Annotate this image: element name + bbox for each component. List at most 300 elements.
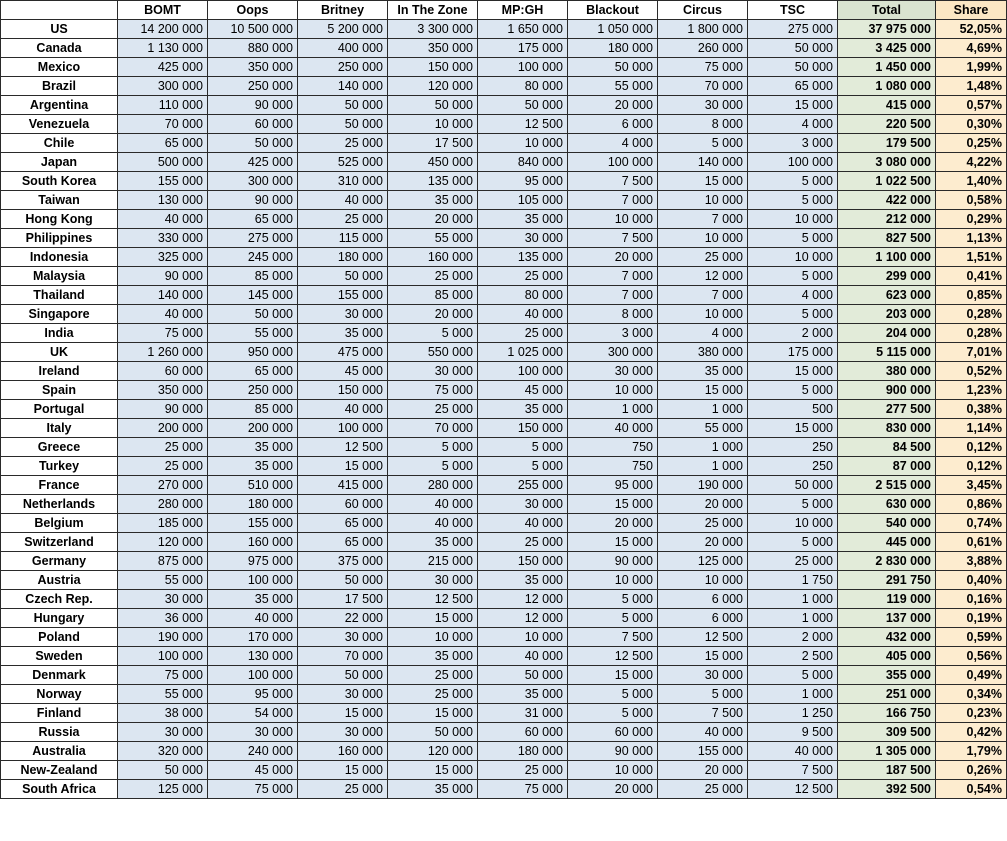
sales-cell: 425 000 [208,153,298,172]
total-cell: 166 750 [838,704,936,723]
country-cell: Venezuela [1,115,118,134]
country-cell: US [1,20,118,39]
share-cell: 0,49% [936,666,1007,685]
sales-cell: 260 000 [658,39,748,58]
country-cell: Singapore [1,305,118,324]
table-row [1,343,1007,362]
sales-cell: 25 000 [388,267,478,286]
sales-cell: 20 000 [658,761,748,780]
sales-cell: 280 000 [118,495,208,514]
sales-cell: 190 000 [118,628,208,647]
sales-cell: 1 130 000 [118,39,208,58]
sales-cell: 50 000 [478,666,568,685]
share-cell: 0,52% [936,362,1007,381]
total-column-header: Total [838,1,936,20]
country-cell: Poland [1,628,118,647]
sales-cell: 140 000 [658,153,748,172]
sales-cell: 50 000 [298,115,388,134]
sales-cell: 275 000 [208,229,298,248]
country-cell: Canada [1,39,118,58]
share-cell: 0,30% [936,115,1007,134]
table-row [1,609,1007,628]
table-row [1,571,1007,590]
sales-cell: 155 000 [118,172,208,191]
total-cell: 422 000 [838,191,936,210]
share-cell: 1,48% [936,77,1007,96]
sales-cell: 5 000 [748,495,838,514]
table-row [1,381,1007,400]
share-cell: 0,34% [936,685,1007,704]
share-cell: 1,40% [936,172,1007,191]
table-row [1,476,1007,495]
column-header: Blackout [568,1,658,20]
sales-cell: 50 000 [478,96,568,115]
sales-cell: 35 000 [208,590,298,609]
sales-cell: 54 000 [208,704,298,723]
sales-cell: 10 000 [568,210,658,229]
total-cell: 623 000 [838,286,936,305]
sales-cell: 1 750 [748,571,838,590]
sales-cell: 180 000 [478,742,568,761]
share-cell: 52,05% [936,20,1007,39]
sales-cell: 40 000 [298,400,388,419]
sales-cell: 175 000 [478,39,568,58]
sales-cell: 5 000 [658,685,748,704]
sales-cell: 60 000 [208,115,298,134]
sales-cell: 35 000 [658,362,748,381]
column-header: In The Zone [388,1,478,20]
sales-cell: 7 000 [658,286,748,305]
table-row [1,191,1007,210]
total-cell: 392 500 [838,780,936,799]
share-cell: 1,79% [936,742,1007,761]
sales-cell: 5 000 [568,609,658,628]
country-cell: India [1,324,118,343]
sales-cell: 65 000 [208,210,298,229]
sales-cell: 300 000 [118,77,208,96]
sales-cell: 255 000 [478,476,568,495]
sales-cell: 100 000 [118,647,208,666]
sales-cell: 5 000 [748,381,838,400]
total-cell: 5 115 000 [838,343,936,362]
country-cell: Hong Kong [1,210,118,229]
country-cell: Brazil [1,77,118,96]
sales-cell: 30 000 [298,685,388,704]
sales-cell: 31 000 [478,704,568,723]
sales-cell: 80 000 [478,286,568,305]
sales-cell: 10 000 [568,381,658,400]
sales-cell: 4 000 [658,324,748,343]
sales-cell: 100 000 [208,666,298,685]
country-cell: South Korea [1,172,118,191]
sales-cell: 250 000 [208,77,298,96]
share-cell: 1,14% [936,419,1007,438]
sales-cell: 75 000 [118,324,208,343]
sales-cell: 90 000 [208,96,298,115]
country-cell: Belgium [1,514,118,533]
sales-cell: 300 000 [568,343,658,362]
share-cell: 0,41% [936,267,1007,286]
column-header: Circus [658,1,748,20]
sales-cell: 35 000 [478,685,568,704]
sales-cell: 320 000 [118,742,208,761]
sales-cell: 50 000 [748,58,838,77]
share-cell: 0,59% [936,628,1007,647]
sales-cell: 15 000 [298,457,388,476]
country-cell: Russia [1,723,118,742]
sales-cell: 65 000 [208,362,298,381]
table-row [1,134,1007,153]
table-row [1,647,1007,666]
sales-cell: 1 260 000 [118,343,208,362]
sales-cell: 150 000 [478,419,568,438]
sales-cell: 36 000 [118,609,208,628]
sales-cell: 15 000 [748,419,838,438]
sales-cell: 55 000 [208,324,298,343]
country-cell: Mexico [1,58,118,77]
sales-cell: 10 000 [658,305,748,324]
share-cell: 0,26% [936,761,1007,780]
sales-cell: 20 000 [658,495,748,514]
total-cell: 3 425 000 [838,39,936,58]
sales-cell: 95 000 [208,685,298,704]
sales-cell: 150 000 [388,58,478,77]
table-row [1,438,1007,457]
sales-cell: 55 000 [118,685,208,704]
share-cell: 0,16% [936,590,1007,609]
sales-cell: 30 000 [478,495,568,514]
total-cell: 830 000 [838,419,936,438]
sales-cell: 330 000 [118,229,208,248]
sales-cell: 500 000 [118,153,208,172]
sales-cell: 510 000 [208,476,298,495]
sales-cell: 35 000 [478,400,568,419]
sales-cell: 3 300 000 [388,20,478,39]
sales-cell: 140 000 [298,77,388,96]
sales-cell: 20 000 [568,248,658,267]
table-row [1,172,1007,191]
table-row [1,552,1007,571]
sales-cell: 350 000 [208,58,298,77]
sales-cell: 7 000 [568,267,658,286]
share-cell: 0,85% [936,286,1007,305]
sales-cell: 5 000 [748,533,838,552]
share-cell: 0,86% [936,495,1007,514]
sales-cell: 25 000 [748,552,838,571]
country-cell: Czech Rep. [1,590,118,609]
sales-cell: 100 000 [748,153,838,172]
sales-cell: 30 000 [298,628,388,647]
sales-cell: 45 000 [208,761,298,780]
sales-cell: 160 000 [298,742,388,761]
sales-cell: 6 000 [658,590,748,609]
sales-cell: 415 000 [298,476,388,495]
sales-cell: 35 000 [388,647,478,666]
share-cell: 1,23% [936,381,1007,400]
sales-cell: 180 000 [568,39,658,58]
sales-cell: 325 000 [118,248,208,267]
sales-cell: 140 000 [118,286,208,305]
column-header: Britney [298,1,388,20]
sales-cell: 1 000 [658,457,748,476]
column-header: Oops [208,1,298,20]
sales-cell: 55 000 [118,571,208,590]
share-cell: 1,13% [936,229,1007,248]
sales-cell: 35 000 [208,457,298,476]
sales-cell: 50 000 [748,39,838,58]
sales-cell: 5 000 [568,704,658,723]
sales-cell: 55 000 [658,419,748,438]
sales-cell: 10 000 [478,628,568,647]
sales-cell: 50 000 [298,571,388,590]
sales-cell: 7 500 [568,172,658,191]
sales-cell: 38 000 [118,704,208,723]
sales-cell: 30 000 [298,723,388,742]
country-cell: Greece [1,438,118,457]
sales-cell: 4 000 [748,115,838,134]
sales-cell: 25 000 [298,780,388,799]
sales-cell: 70 000 [298,647,388,666]
country-cell: Ireland [1,362,118,381]
table-row [1,324,1007,343]
share-cell: 3,88% [936,552,1007,571]
sales-cell: 275 000 [748,20,838,39]
sales-cell: 60 000 [568,723,658,742]
sales-cell: 15 000 [298,704,388,723]
sales-cell: 250 000 [208,381,298,400]
sales-cell: 35 000 [388,533,478,552]
sales-cell: 20 000 [388,210,478,229]
table-row [1,96,1007,115]
sales-cell: 180 000 [208,495,298,514]
sales-cell: 40 000 [388,514,478,533]
sales-cell: 70 000 [118,115,208,134]
total-cell: 212 000 [838,210,936,229]
sales-cell: 270 000 [118,476,208,495]
sales-cell: 30 000 [388,362,478,381]
sales-cell: 15 000 [658,647,748,666]
header-row [1,1,1007,20]
share-cell: 0,12% [936,438,1007,457]
share-cell: 0,61% [936,533,1007,552]
sales-cell: 130 000 [208,647,298,666]
sales-cell: 145 000 [208,286,298,305]
sales-cell: 20 000 [568,96,658,115]
sales-cell: 25 000 [388,400,478,419]
sales-cell: 75 000 [208,780,298,799]
sales-cell: 8 000 [658,115,748,134]
sales-cell: 125 000 [658,552,748,571]
sales-cell: 7 000 [568,286,658,305]
sales-cell: 25 000 [298,210,388,229]
sales-cell: 200 000 [208,419,298,438]
sales-cell: 5 000 [388,457,478,476]
total-cell: 84 500 [838,438,936,457]
sales-cell: 1 650 000 [478,20,568,39]
sales-cell: 15 000 [658,172,748,191]
share-cell: 1,51% [936,248,1007,267]
country-cell: Spain [1,381,118,400]
share-cell: 0,28% [936,324,1007,343]
sales-cell: 7 000 [568,191,658,210]
sales-cell: 17 500 [298,590,388,609]
total-cell: 415 000 [838,96,936,115]
total-cell: 1 022 500 [838,172,936,191]
sales-cell: 80 000 [478,77,568,96]
total-cell: 432 000 [838,628,936,647]
sales-cell: 30 000 [658,666,748,685]
table-row [1,39,1007,58]
sales-cell: 200 000 [118,419,208,438]
total-cell: 405 000 [838,647,936,666]
country-cell: Hungary [1,609,118,628]
sales-cell: 12 500 [478,115,568,134]
total-cell: 827 500 [838,229,936,248]
sales-cell: 2 000 [748,628,838,647]
sales-cell: 50 000 [298,267,388,286]
table-row [1,362,1007,381]
sales-cell: 1 025 000 [478,343,568,362]
country-cell: Argentina [1,96,118,115]
sales-cell: 170 000 [208,628,298,647]
sales-cell: 7 500 [568,229,658,248]
sales-cell: 2 500 [748,647,838,666]
sales-cell: 750 [568,457,658,476]
sales-cell: 5 200 000 [298,20,388,39]
share-cell: 0,42% [936,723,1007,742]
sales-cell: 5 000 [748,229,838,248]
sales-cell: 100 000 [478,362,568,381]
table-row [1,20,1007,39]
sales-cell: 12 500 [658,628,748,647]
sales-cell: 375 000 [298,552,388,571]
sales-cell: 15 000 [748,362,838,381]
sales-cell: 475 000 [298,343,388,362]
sales-cell: 160 000 [388,248,478,267]
sales-cell: 40 000 [478,647,568,666]
column-header: MP:GH [478,1,568,20]
sales-cell: 25 000 [478,761,568,780]
total-cell: 87 000 [838,457,936,476]
sales-cell: 5 000 [658,134,748,153]
sales-cell: 20 000 [658,533,748,552]
table-row [1,723,1007,742]
country-cell: Philippines [1,229,118,248]
sales-cell: 10 000 [748,248,838,267]
table-row [1,742,1007,761]
country-cell: Taiwan [1,191,118,210]
share-cell: 0,28% [936,305,1007,324]
country-cell: Turkey [1,457,118,476]
total-cell: 1 100 000 [838,248,936,267]
sales-cell: 15 000 [298,761,388,780]
sales-cell: 175 000 [748,343,838,362]
sales-cell: 45 000 [298,362,388,381]
sales-cell: 135 000 [478,248,568,267]
share-cell: 4,22% [936,153,1007,172]
table-row [1,305,1007,324]
sales-cell: 25 000 [118,457,208,476]
table-row [1,533,1007,552]
total-cell: 1 080 000 [838,77,936,96]
sales-cell: 15 000 [388,609,478,628]
sales-cell: 90 000 [208,191,298,210]
sales-cell: 25 000 [388,666,478,685]
sales-cell: 5 000 [568,685,658,704]
sales-cell: 30 000 [208,723,298,742]
sales-cell: 155 000 [298,286,388,305]
sales-cell: 10 000 [748,514,838,533]
country-cell: UK [1,343,118,362]
sales-cell: 25 000 [658,248,748,267]
sales-cell: 35 000 [388,780,478,799]
table-row [1,495,1007,514]
sales-cell: 70 000 [388,419,478,438]
table-row [1,685,1007,704]
sales-cell: 950 000 [208,343,298,362]
sales-cell: 9 500 [748,723,838,742]
sales-cell: 10 000 [388,628,478,647]
share-cell: 3,45% [936,476,1007,495]
sales-cell: 95 000 [478,172,568,191]
sales-cell: 4 000 [568,134,658,153]
sales-cell: 2 000 [748,324,838,343]
sales-cell: 105 000 [478,191,568,210]
table-row [1,153,1007,172]
sales-cell: 250 000 [298,58,388,77]
sales-cell: 40 000 [118,305,208,324]
table-row [1,58,1007,77]
sales-cell: 40 000 [298,191,388,210]
country-cell: Indonesia [1,248,118,267]
sales-cell: 1 800 000 [658,20,748,39]
total-cell: 37 975 000 [838,20,936,39]
sales-cell: 12 500 [748,780,838,799]
total-cell: 119 000 [838,590,936,609]
total-cell: 900 000 [838,381,936,400]
sales-cell: 25 000 [658,514,748,533]
table-row [1,286,1007,305]
share-cell: 0,40% [936,571,1007,590]
sales-cell: 380 000 [658,343,748,362]
sales-cell: 20 000 [568,780,658,799]
sales-cell: 550 000 [388,343,478,362]
share-cell: 4,69% [936,39,1007,58]
sales-cell: 125 000 [118,780,208,799]
column-header: TSC [748,1,838,20]
sales-cell: 12 000 [658,267,748,286]
sales-cell: 75 000 [658,58,748,77]
sales-cell: 215 000 [388,552,478,571]
sales-cell: 12 500 [298,438,388,457]
sales-cell: 1 000 [748,590,838,609]
share-cell: 0,38% [936,400,1007,419]
table-row [1,457,1007,476]
country-cell: Malaysia [1,267,118,286]
sales-cell: 840 000 [478,153,568,172]
total-cell: 3 080 000 [838,153,936,172]
sales-cell: 180 000 [298,248,388,267]
sales-cell: 3 000 [748,134,838,153]
sales-cell: 12 500 [388,590,478,609]
sales-cell: 350 000 [388,39,478,58]
table-row [1,514,1007,533]
sales-cell: 120 000 [118,533,208,552]
sales-cell: 1 250 [748,704,838,723]
sales-cell: 120 000 [388,742,478,761]
sales-cell: 1 000 [748,685,838,704]
table-body [1,20,1007,799]
